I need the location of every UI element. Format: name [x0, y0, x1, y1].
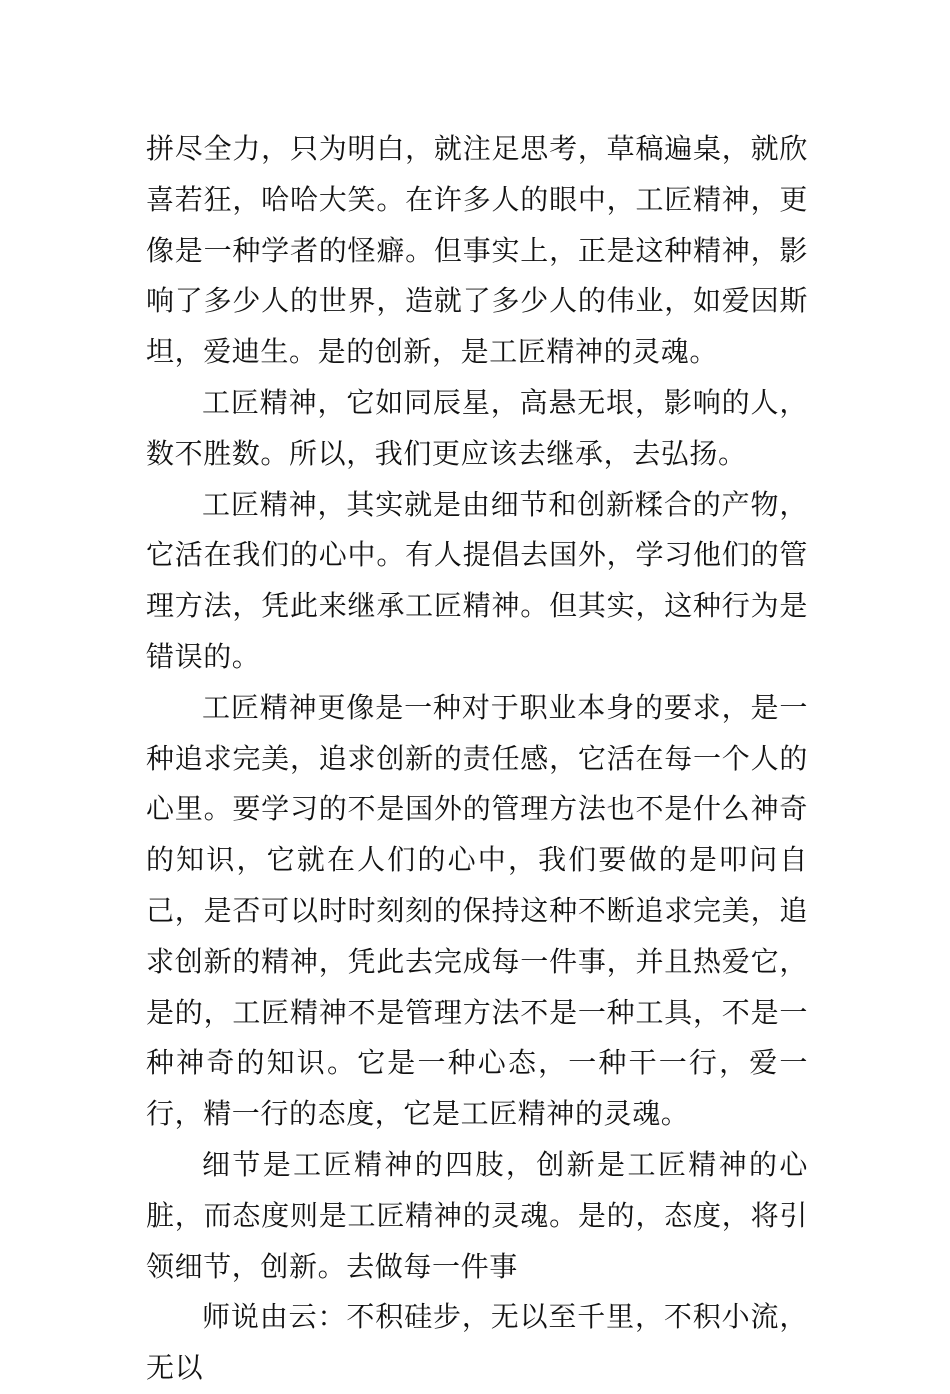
paragraph-3: 工匠精神，其实就是由细节和创新糅合的产物，它活在我们的心中。有人提倡去国外，学习他们的管理方法，凭此来继承工匠精神。但其实，这种行为是错误的。 — [146, 487, 808, 673]
paragraph-5: 细节是工匠精神的四肢，创新是工匠精神的心脏，而态度则是工匠精神的灵魂。是的，态度，将引领细节，创新。去做每一件事 — [146, 1147, 808, 1283]
paragraph-4: 工匠精神更像是一种对于职业本身的要求，是一种追求完美，追求创新的责任感，它活在每一个人的心里。要学习的不是国外的管理方法也不是什么神奇的知识，它就在人们的心中，我们要做的是叩问自己，是否可以时时刻刻的保持这种不断追求完美，追求创新的精神，凭此去完成每一件事，并且热爱它，是的，工匠精神不是管理方法不是一种工具，不是一种神奇的知识。它是一种心态，一种干一行，爱一行，精一行的态度，它是工匠精神的灵魂。 — [146, 690, 808, 1131]
document-body — [146, 124, 808, 1394]
paragraph-2: 工匠精神，它如同辰星，高悬无垠，影响的人，数不胜数。所以，我们更应该去继承，去弘扬。 — [146, 385, 808, 470]
paragraph-6: 师说由云：不积硅步，无以至千里，不积小流，无以 — [146, 1300, 808, 1385]
paragraph-1: 拼尽全力，只为明白，就注足思考，草稿遍桌，就欣喜若狂，哈哈大笑。在许多人的眼中，工匠精神，更像是一种学者的怪癖。但事实上，正是这种精神，影响了多少人的世界，造就了多少人的伟业，如爱因斯坦，爱迪生。是的创新，是工匠精神的灵魂。 — [146, 132, 808, 369]
